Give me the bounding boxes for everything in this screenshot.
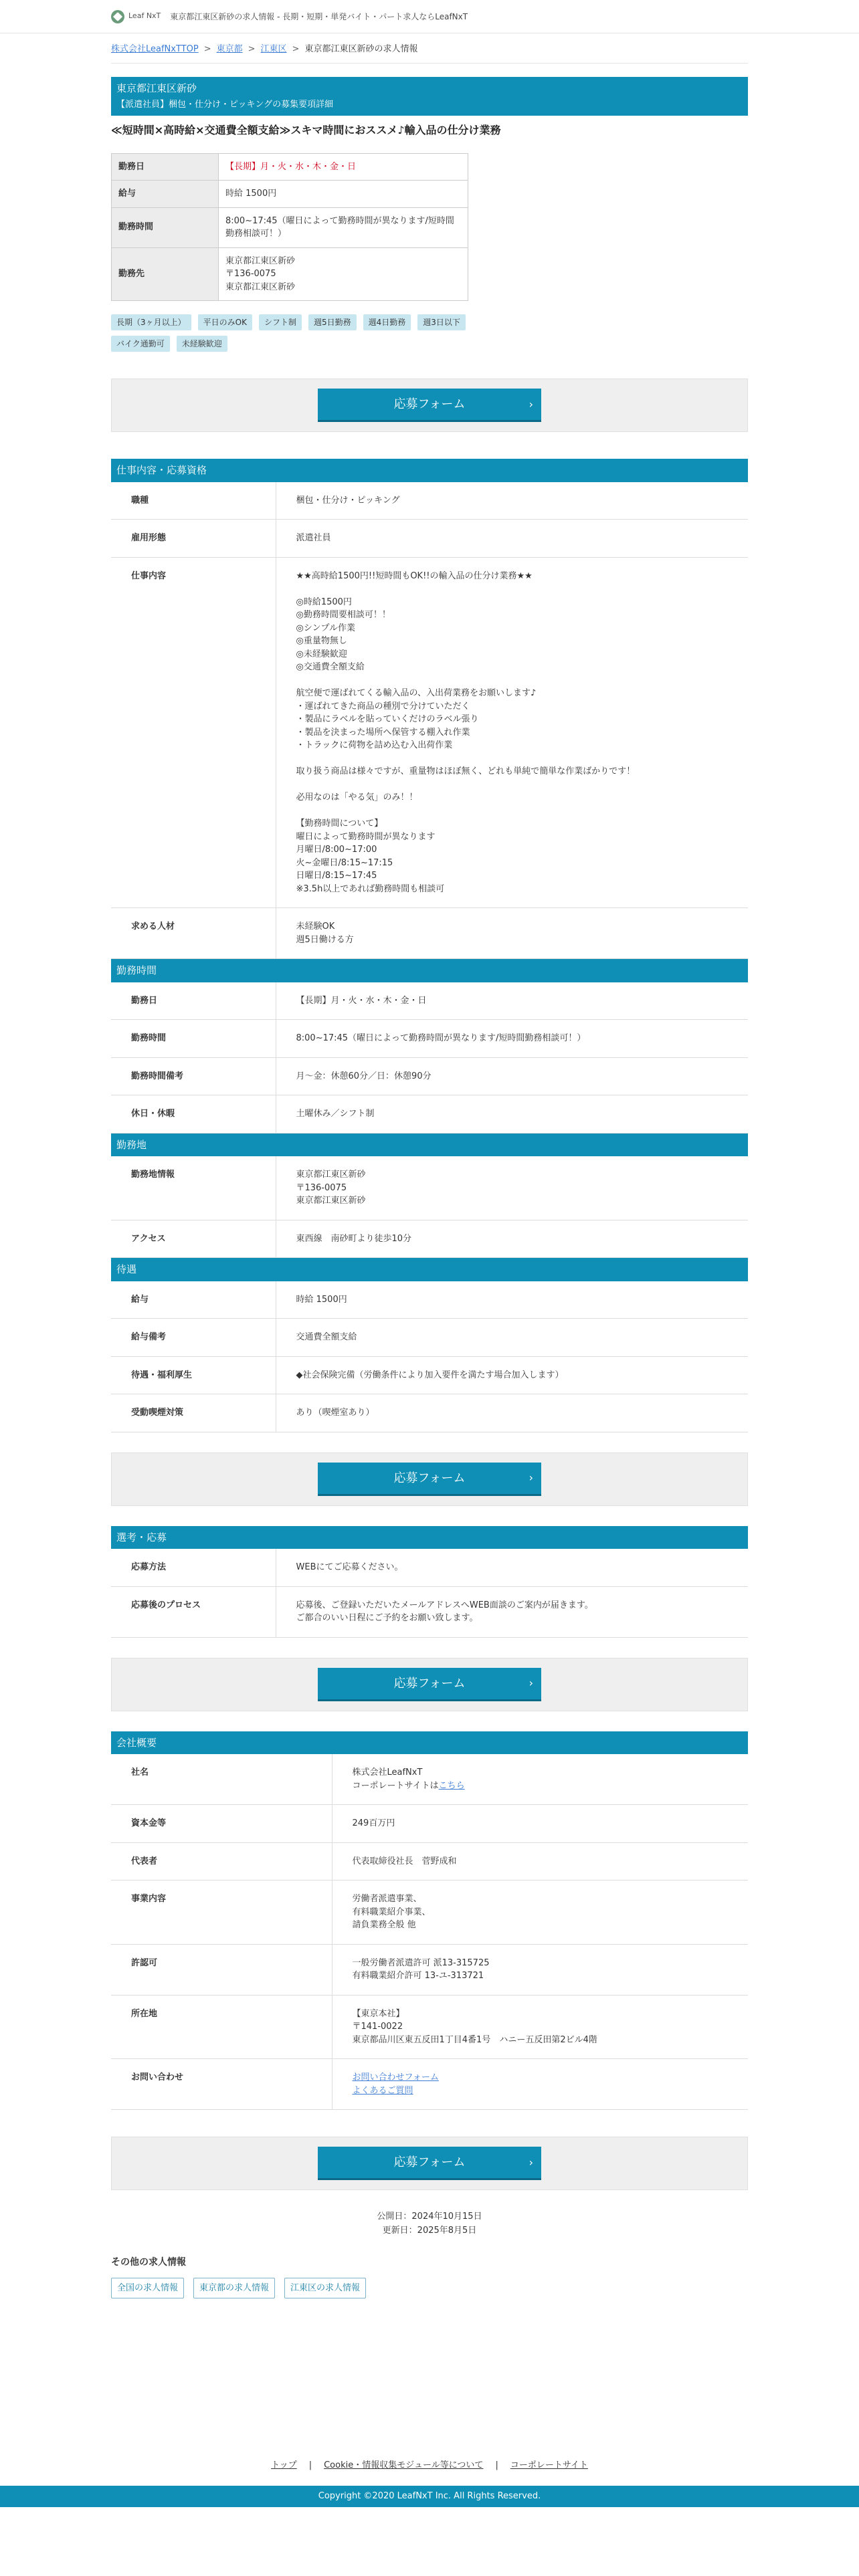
- table-row: [111, 1095, 748, 1134]
- row-label: 社名: [111, 1754, 332, 1805]
- table-row: [111, 1549, 748, 1586]
- section-company: [111, 1731, 748, 2111]
- tag: 未経験歓迎: [177, 336, 227, 352]
- apply-box: [111, 1658, 748, 1711]
- section-title: 会社概要: [111, 1731, 748, 1755]
- table-row: [111, 1881, 748, 1945]
- breadcrumb-current: 東京都江東区新砂の求人情報: [304, 44, 418, 54]
- info-table: [111, 482, 748, 960]
- table-row: [111, 557, 748, 908]
- leaf-logo-icon: [111, 10, 124, 23]
- footer-separator: |: [495, 2460, 498, 2471]
- row-value: 代表取締役社長 菅野成和: [332, 1842, 748, 1881]
- row-label: 代表者: [111, 1842, 332, 1881]
- other-jobs-koto-link[interactable]: 江東区の求人情報: [284, 2278, 366, 2299]
- table-row: [111, 982, 748, 1020]
- row-value: 土曜休み／シフト制: [276, 1095, 748, 1134]
- row-label: 勤務地情報: [111, 1156, 276, 1220]
- summary-label: 勤務時間: [112, 207, 219, 247]
- row-value: 未経験OK 週5日働ける方: [276, 908, 748, 959]
- job-subtitle: 【派遣社員】梱包・仕分け・ピッキングの募集要項詳細: [116, 100, 334, 110]
- summary-row: [112, 207, 468, 247]
- main-container: [111, 43, 748, 2298]
- section-work-time: [111, 959, 748, 1134]
- tag: シフト制: [259, 314, 302, 330]
- info-table: [111, 982, 748, 1134]
- row-value: 東京都江東区新砂 〒136-0075 東京都江東区新砂: [276, 1156, 748, 1220]
- row-label: 雇用形態: [111, 520, 276, 558]
- section-workplace: [111, 1134, 748, 1259]
- row-label: 求める人材: [111, 908, 276, 959]
- apply-button-label: 応募フォーム: [393, 2155, 466, 2169]
- corporate-site-text: コーポレートサイトは: [352, 1780, 439, 1791]
- company-table: [111, 1754, 748, 2110]
- row-value: [332, 2059, 748, 2110]
- row-label: 所在地: [111, 1995, 332, 2059]
- site-header: [0, 0, 859, 33]
- job-header: [111, 77, 748, 116]
- section-title: 選考・応募: [111, 1526, 748, 1549]
- row-value: 月〜金：休憩60分／日：休憩90分: [276, 1057, 748, 1095]
- section-title: 待遇: [111, 1258, 748, 1281]
- section-treatment: [111, 1258, 748, 1432]
- tag: 週3日以下: [417, 314, 466, 330]
- chevron-right-icon: ›: [529, 1677, 533, 1689]
- table-row: [111, 1805, 748, 1843]
- apply-button-label: 応募フォーム: [393, 397, 466, 411]
- apply-box: [111, 1453, 748, 1506]
- summary-value: 8:00~17:45（曜日によって勤務時間が異なります/短時間勤務相談可！）: [219, 207, 468, 247]
- other-jobs-title: その他の求人情報: [111, 2256, 186, 2268]
- footer-top-link[interactable]: トップ: [271, 2460, 297, 2471]
- contact-form-link[interactable]: お問い合わせフォーム: [352, 2072, 439, 2082]
- apply-button-label: 応募フォーム: [393, 1676, 466, 1691]
- row-label: 勤務日: [111, 982, 276, 1020]
- row-value: 応募後、ご登録いただいたメールアドレスへWEB面談のご案内が届きます。 ご都合のいい日程にご予約をお願い致します。: [276, 1586, 748, 1637]
- row-value: ★★高時給1500円!!短時間もOK!!の輸入品の仕分け業務★★ ◎時給1500円 ◎勤務時間要相談可！！ ◎シンプル作業 ◎重量物無し ◎未経験歓迎 ◎交通費全額支給 航空便で運ばれてくる輸入品の、入出荷業務をお願いします♪ ・運ばれてきた商品の種別で分けていただく ・製品にラベルを貼っていくだけのラベル張り ・製品を決まった場所へ保管する棚入れ作業 ・トラックに荷物を詰め込む入出荷作業 取り扱う商品は様々ですが、重量物はほぼ無く、どれも単純で簡単な作業ばかりです！ 必用なのは「やる気」のみ！！ 【勤務時間について】 曜日によって勤務時間が異なります 月曜日/8:00~17:00 火~金曜日/8:15~17:15 日曜日/8:15~17:45 ※3.5h以上であれば勤務時間も相談可: [276, 557, 748, 908]
- row-value: [332, 1754, 748, 1805]
- breadcrumb-separator: >: [248, 44, 256, 54]
- table-row: [111, 1995, 748, 2059]
- updated-date: 更新日：2025年8月5日: [382, 2225, 477, 2236]
- job-location: 東京都江東区新砂: [116, 82, 197, 94]
- corporate-site-link[interactable]: こちら: [438, 1780, 465, 1791]
- footer-links: [0, 2459, 859, 2472]
- footer-separator: |: [308, 2460, 312, 2471]
- breadcrumb-top-link[interactable]: 株式会社LeafNxTTOP: [111, 44, 199, 54]
- tag: 長期（3ヶ月以上）: [111, 314, 191, 330]
- section-title: 仕事内容・応募資格: [111, 459, 748, 482]
- tag: 週5日勤務: [308, 314, 357, 330]
- row-label: 待遇・福利厚生: [111, 1356, 276, 1394]
- section-title: 勤務時間: [111, 959, 748, 982]
- table-row: [111, 1944, 748, 1995]
- table-row: [111, 482, 748, 520]
- summary-value: 時給 1500円: [219, 181, 468, 208]
- section-selection: [111, 1526, 748, 1638]
- row-value: 梱包・仕分け・ピッキング: [276, 482, 748, 520]
- table-row: [111, 1356, 748, 1394]
- tag: 週4日勤務: [363, 314, 411, 330]
- summary-row: [112, 181, 468, 208]
- row-label: 応募方法: [111, 1549, 276, 1586]
- table-row: [111, 2059, 748, 2110]
- job-summary-table: [111, 153, 468, 302]
- row-value: WEBにてご応募ください。: [276, 1549, 748, 1586]
- table-row: [111, 1156, 748, 1220]
- chevron-right-icon: ›: [529, 1471, 533, 1484]
- summary-label: 給与: [112, 181, 219, 208]
- row-label: 許認可: [111, 1944, 332, 1995]
- row-label: 受動喫煙対策: [111, 1394, 276, 1432]
- job-title: ≪短時間×高時給×交通費全額支給≫スキマ時間におススメ♪輸入品の仕分け業務: [111, 123, 501, 136]
- dates: [111, 2210, 748, 2238]
- table-row: [111, 520, 748, 558]
- apply-form-button[interactable]: [318, 1463, 541, 1496]
- row-label: お問い合わせ: [111, 2059, 332, 2110]
- breadcrumb: [111, 43, 748, 64]
- row-value: 時給 1500円: [276, 1281, 748, 1319]
- row-value: 【長期】月・火・水・木・金・日: [276, 982, 748, 1020]
- site-footer: [0, 2459, 859, 2507]
- row-value: あり（喫煙室あり）: [276, 1394, 748, 1432]
- breadcrumb-separator: >: [292, 44, 300, 54]
- summary-value: 【長期】月・火・水・木・金・日: [219, 153, 468, 181]
- info-table: [111, 1156, 748, 1258]
- footer-cookie-link[interactable]: Cookie・情報収集モジュール等について: [324, 2460, 484, 2471]
- tag-list: [111, 314, 468, 352]
- tag: 平日のみOK: [198, 314, 252, 330]
- table-row: [111, 1754, 748, 1805]
- table-row: [111, 1394, 748, 1432]
- breadcrumb-koto-link[interactable]: 江東区: [260, 44, 287, 54]
- row-label: アクセス: [111, 1220, 276, 1258]
- row-label: 勤務時間備考: [111, 1057, 276, 1095]
- summary-row: [112, 247, 468, 301]
- faq-link[interactable]: よくあるご質問: [352, 2085, 413, 2096]
- apply-box: [111, 2137, 748, 2190]
- row-label: 勤務時間: [111, 1020, 276, 1058]
- table-row: [111, 1281, 748, 1319]
- summary-value: 東京都江東区新砂 〒136-0075 東京都江東区新砂: [219, 247, 468, 301]
- row-label: 応募後のプロセス: [111, 1586, 276, 1637]
- section-job-content: [111, 459, 748, 959]
- row-value: 【東京本社】 〒141-0022 東京都品川区東五反田1丁目4番1号 ハニー五反田第2ビル4階: [332, 1995, 748, 2059]
- other-jobs-tokyo-link[interactable]: 東京都の求人情報: [193, 2278, 275, 2299]
- other-jobs-links: [111, 2278, 748, 2299]
- logo-text: Leaf NxT: [128, 11, 161, 21]
- table-row: [111, 1842, 748, 1881]
- breadcrumb-tokyo-link[interactable]: 東京都: [216, 44, 243, 54]
- copyright: Copyright ©2020 LeafNxT Inc. All Rights Reserved.: [0, 2486, 859, 2507]
- row-value: 一般労働者派遣許可 派13-315725 有料職業紹介許可 13-ユ-313721: [332, 1944, 748, 1995]
- apply-form-button[interactable]: [318, 1668, 541, 1701]
- table-row: [111, 1220, 748, 1258]
- row-value: 249百万円: [332, 1805, 748, 1843]
- table-row: [111, 1586, 748, 1637]
- table-row: [111, 1057, 748, 1095]
- row-value: 労働者派遣事業、 有料職業紹介事業、 請負業務全般 他: [332, 1881, 748, 1945]
- row-value: 派遣社員: [276, 520, 748, 558]
- chevron-right-icon: ›: [529, 397, 533, 411]
- info-table: [111, 1549, 748, 1638]
- apply-form-button[interactable]: [318, 389, 541, 422]
- row-value: 8:00~17:45（曜日によって勤務時間が異なります/短時間勤務相談可！）: [276, 1020, 748, 1058]
- company-name: 株式会社LeafNxT: [352, 1767, 423, 1778]
- row-value: 東西線 南砂町より徒歩10分: [276, 1220, 748, 1258]
- table-row: [111, 1319, 748, 1357]
- row-label: 休日・休暇: [111, 1095, 276, 1134]
- summary-row: [112, 153, 468, 181]
- table-row: [111, 908, 748, 959]
- header-description: 東京都江東区新砂の求人情報 - 長期・短期・単発バイト・パート求人ならLeafNxT: [170, 11, 468, 21]
- row-value: ◆社会保険完備（労働条件により加入要件を満たす場合加入します）: [276, 1356, 748, 1394]
- apply-box: [111, 379, 748, 432]
- row-label: 事業内容: [111, 1881, 332, 1945]
- summary-label: 勤務日: [112, 153, 219, 181]
- other-jobs-nationwide-link[interactable]: 全国の求人情報: [111, 2278, 184, 2299]
- summary-label: 勤務先: [112, 247, 219, 301]
- table-row: [111, 1020, 748, 1058]
- row-label: 仕事内容: [111, 557, 276, 908]
- row-label: 資本金等: [111, 1805, 332, 1843]
- tag: バイク通勤可: [111, 336, 170, 352]
- row-label: 給与備考: [111, 1319, 276, 1357]
- info-table: [111, 1281, 748, 1432]
- apply-form-button[interactable]: [318, 2147, 541, 2180]
- row-label: 職種: [111, 482, 276, 520]
- section-title: 勤務地: [111, 1134, 748, 1157]
- row-value: 交通費全額支給: [276, 1319, 748, 1357]
- logo[interactable]: [111, 10, 161, 23]
- published-date: 公開日：2024年10月15日: [377, 2212, 482, 2222]
- breadcrumb-separator: >: [203, 44, 211, 54]
- chevron-right-icon: ›: [529, 2155, 533, 2169]
- apply-button-label: 応募フォーム: [393, 1471, 466, 1485]
- row-label: 給与: [111, 1281, 276, 1319]
- footer-corporate-link[interactable]: コーポレートサイト: [510, 2460, 588, 2471]
